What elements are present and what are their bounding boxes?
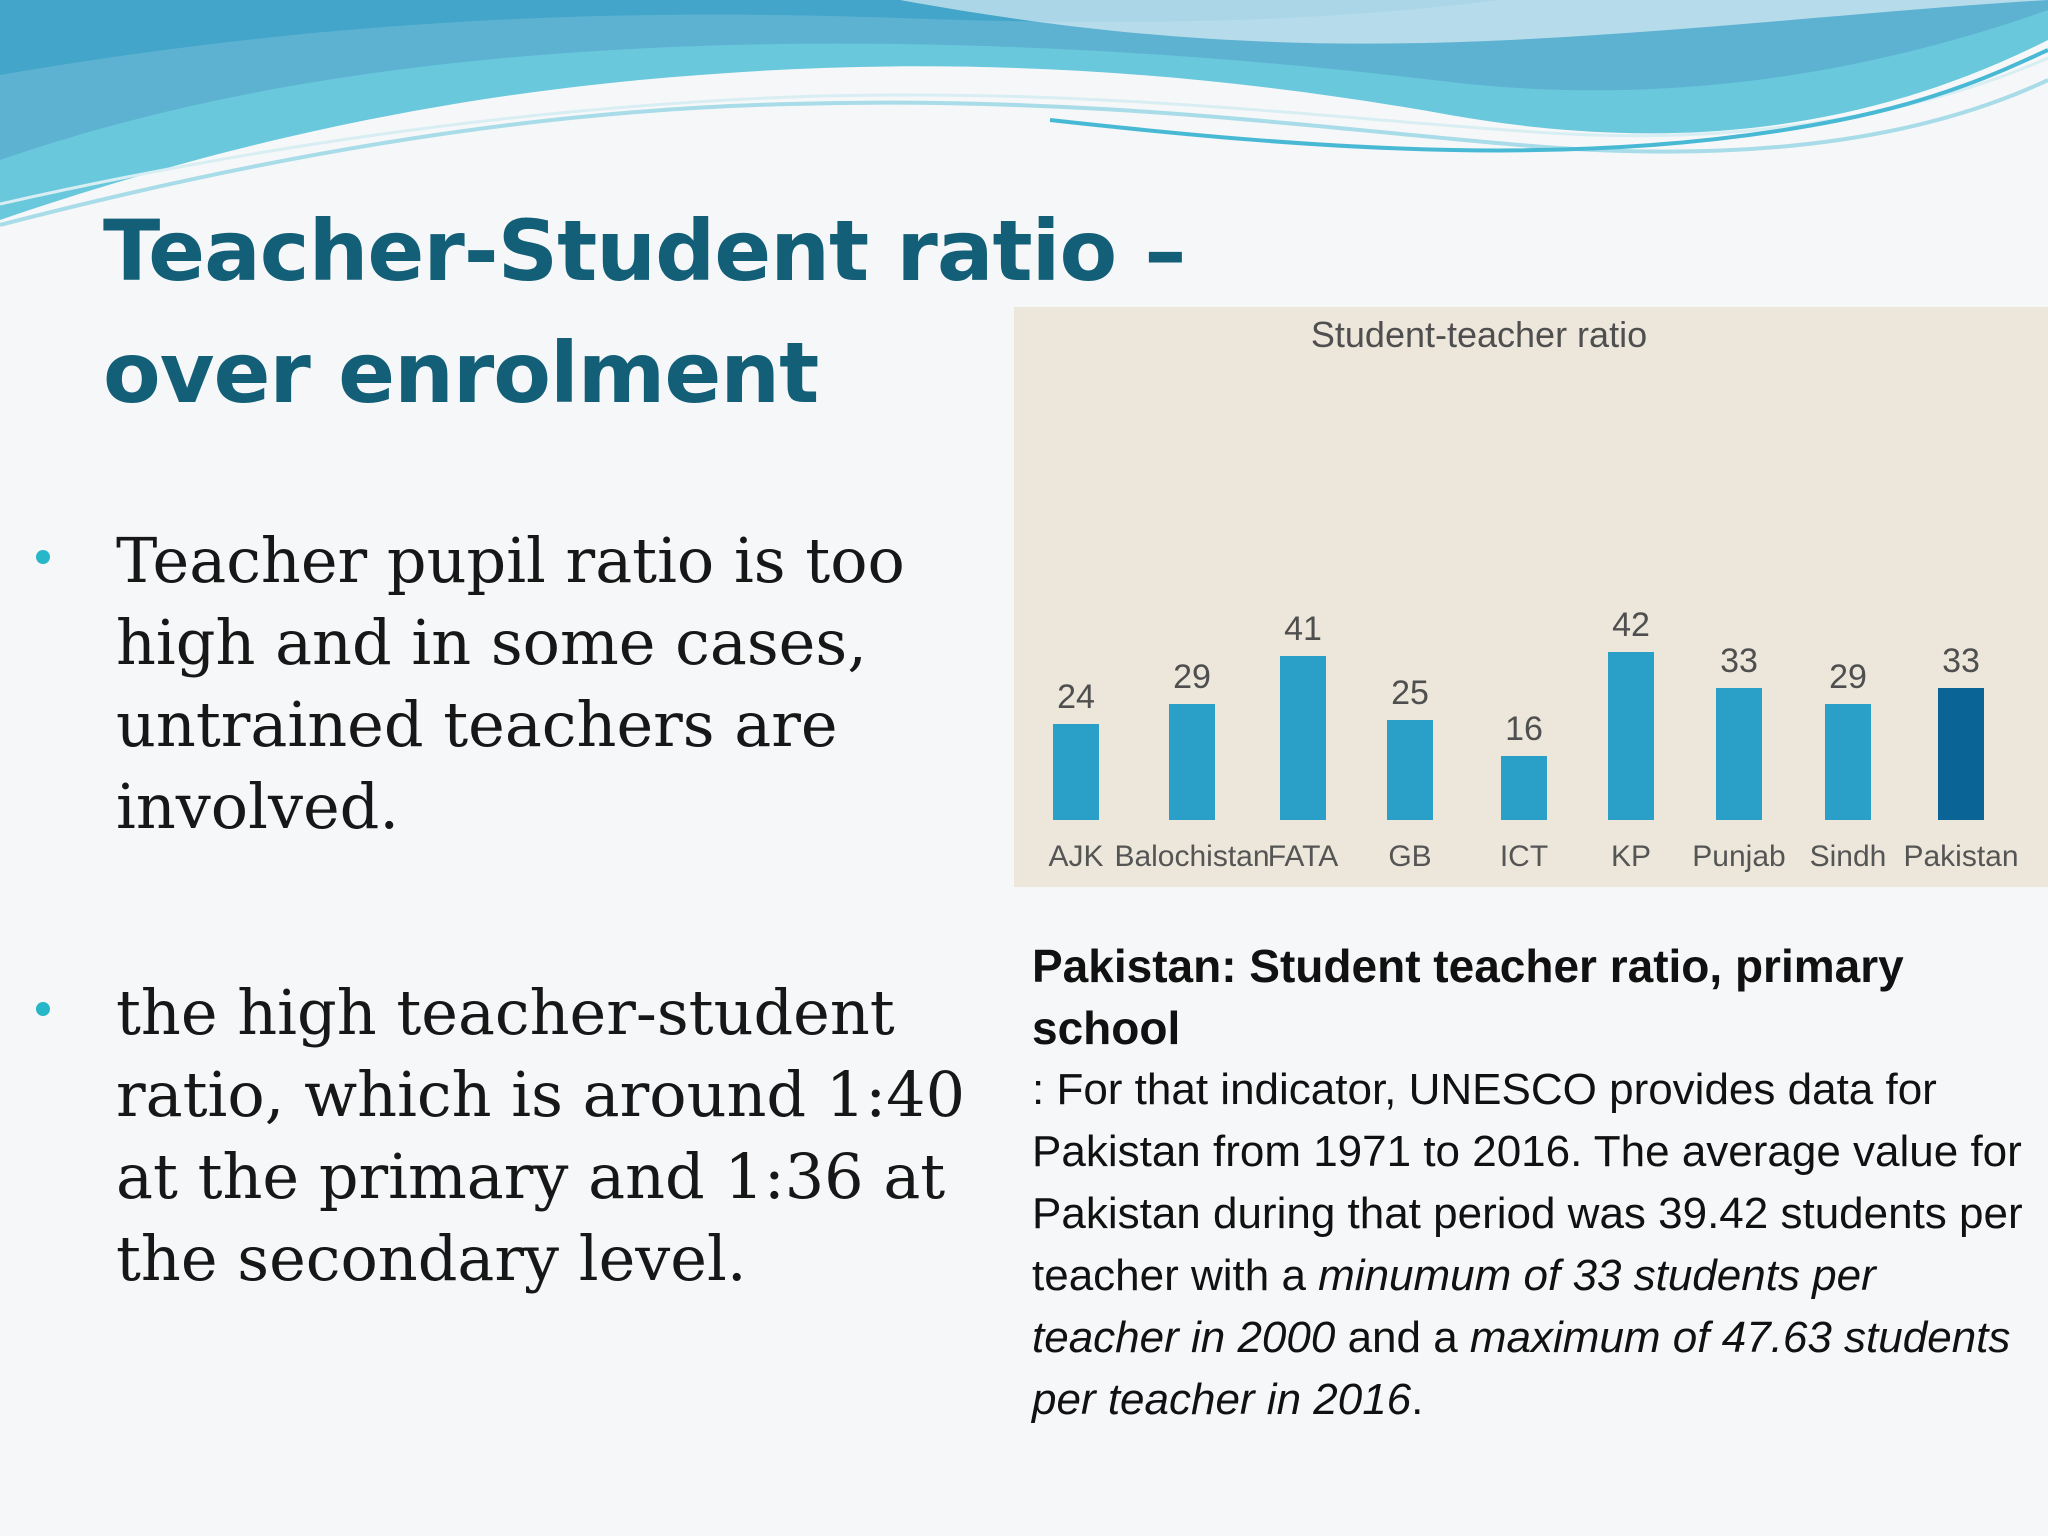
bar-ajk bbox=[1053, 724, 1099, 820]
value-label-pakistan: 33 bbox=[1942, 642, 1980, 680]
info-minimum-text: minumum of 33 students per teacher in 2000 bbox=[1032, 1251, 1876, 1362]
value-label-fata: 41 bbox=[1284, 610, 1322, 648]
info-text-block bbox=[1032, 935, 2032, 1431]
chart-marks bbox=[1048, 606, 2018, 873]
bullet-list bbox=[36, 520, 1011, 1300]
category-label-punjab: Punjab bbox=[1692, 840, 1786, 873]
bullet-text: the high teacher-student ratio, which is around 1:40 at the primary and 1:36 at the secondary level. bbox=[116, 976, 966, 1295]
category-label-gb: GB bbox=[1388, 840, 1432, 873]
bar-sindh bbox=[1825, 704, 1871, 820]
value-label-kp: 42 bbox=[1612, 606, 1650, 644]
category-label-balochistan: Balochistan bbox=[1114, 840, 1270, 873]
bullet-item bbox=[36, 520, 1011, 848]
category-label-ajk: AJK bbox=[1048, 840, 1104, 873]
value-label-ajk: 24 bbox=[1057, 678, 1095, 716]
value-label-gb: 25 bbox=[1391, 674, 1429, 712]
bullet-text: Teacher pupil ratio is too high and in some cases, untrained teachers are involved. bbox=[116, 524, 905, 843]
value-label-sindh: 29 bbox=[1829, 658, 1867, 696]
chart-title: Student-teacher ratio bbox=[1310, 314, 1648, 355]
value-label-ict: 16 bbox=[1505, 710, 1543, 748]
info-end-text: . bbox=[1411, 1375, 1424, 1424]
bar-chart-svg bbox=[1014, 307, 2048, 887]
bar-punjab bbox=[1716, 688, 1762, 820]
category-label-pakistan: Pakistan bbox=[1903, 840, 2019, 873]
bar-ict bbox=[1501, 756, 1547, 820]
category-label-kp: KP bbox=[1610, 840, 1652, 873]
bullet-item bbox=[36, 972, 1011, 1300]
slide-title: Teacher-Student ratio – over enrolment bbox=[103, 202, 1186, 422]
student-teacher-ratio-chart bbox=[1014, 307, 2048, 887]
info-maximum-text: maximum of 47.63 students per teacher in 2016 bbox=[1032, 1313, 2011, 1424]
bar-balochistan bbox=[1169, 704, 1215, 820]
info-middle-text: and a bbox=[1335, 1313, 1470, 1362]
category-label-ict: ICT bbox=[1499, 840, 1549, 873]
value-label-balochistan: 29 bbox=[1173, 658, 1211, 696]
bar-gb bbox=[1387, 720, 1433, 820]
bar-fata bbox=[1280, 656, 1326, 820]
category-label-sindh: Sindh bbox=[1809, 840, 1887, 873]
info-body bbox=[1032, 1059, 2032, 1431]
info-title: Pakistan: Student teacher ratio, primary school bbox=[1032, 940, 1904, 1054]
bar-pakistan bbox=[1938, 688, 1984, 820]
value-label-punjab: 33 bbox=[1720, 642, 1758, 680]
bullet-icon bbox=[36, 550, 50, 564]
category-label-fata: FATA bbox=[1267, 840, 1339, 873]
info-body-start: : For that indicator, UNESCO provides data for Pakistan from 1971 to 2016. The average value for Pakistan during that period was 39.42 students per teacher with a bbox=[1032, 1065, 2023, 1300]
bar-kp bbox=[1608, 652, 1654, 820]
bullet-icon bbox=[36, 1002, 50, 1016]
